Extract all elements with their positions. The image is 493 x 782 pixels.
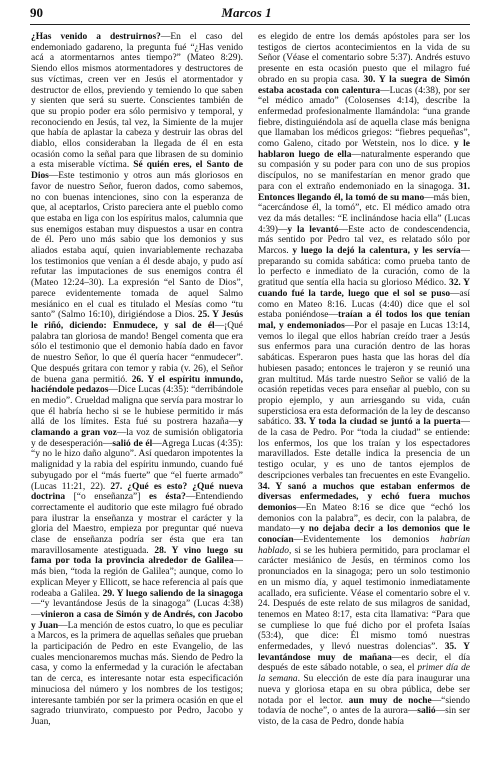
bold-lemma: y luego la dejó la calentura, y les servía: [292, 246, 461, 257]
column-right-paragraph: [258, 32, 470, 728]
bold-lemma: aun muy de noche: [348, 695, 432, 706]
body-text: —Dice Lucas (4:35): “derribándole en medio”. Crueldad maligna que servía para mostrar lo que él habría hecho si se le hubiese permitido ir más allá de los límites. Esta fué su postrera hazaña—: [31, 385, 243, 428]
body-text: —En el caso del endemoniado gadareno, la pregunta fué “¿Has venido acá a atormentarnos antes tiempo?” (Mateo 8:29). Siendo ellos mismos atormentadores y destructores de sus víctimas, creen ver en Jesús el atormentador y destructor de ellos, previendo y temiendo lo que saben y sienten que será su suerte. Conscientes también de que su propio poder era sólo permisivo y temporal, y reconociendo en Jesús, tal vez, la Simiente de la mujer que había de aplastar la cabeza y destruir las obras del diablo, ellos consideraban la llegada de él en esta ocasión como la señal para que librasen de su dominio a esta miserable víctima.: [31, 32, 243, 171]
bold-lemma: 25. Y Jesús le riñó, diciendo: Enmudece, y sal de él: [31, 310, 243, 331]
body-text: —Evidentemente los demonios: [293, 535, 441, 546]
bold-lemma: salió: [417, 706, 436, 717]
column-left-paragraph: [31, 32, 243, 728]
bold-lemma: 29. Y luego saliendo de la sinagoga: [102, 588, 243, 599]
bold-lemma: y clamando a gran voz: [31, 417, 243, 439]
body-text: —así como en Mateo 8:16. Lucas (4:40) dice que el sol estaba poniéndose—: [258, 288, 470, 321]
body-text: —Por el pasaje en Lucas 13:14, vemos lo ilegal que ellos habrían creído traer a Jesús sus enfermos para una curación dentro de las horas sabáticas. Esperaron pues hasta que las horas del día hubiesen pasado; entonces le trajeron y se reunió una gran multitud. Más tarde nuestro Señor se valió de la ocasión repetidas veces para enseñar al pueblo, con su propio ejemplo, y aun arriesgando su vida, cuán supersticiosa era esta deformación de la ley de descanso sabático.: [258, 320, 470, 428]
bold-lemma: Sé quién eres, el Santo de Dios: [31, 160, 243, 182]
body-text: —Este acto de condescendencia, más sentido por Pedro tal vez, es relatado sólo por Marcos.: [258, 224, 470, 257]
bold-lemma: 33. Y toda la ciudad se juntó a la puerta: [294, 417, 461, 428]
page-number: 90: [30, 5, 43, 20]
body-text: —naturalmente esperando que su compasión y su poder para con uno de sus propios discípulos, no se manifestarían en menor grado que para con el extraño endemoniado en la sinagoga.: [258, 149, 470, 192]
bold-lemma: 31. Entonces llegando él, la tomó de su mano: [258, 181, 470, 203]
body-text: —es decir, el día después de este sábado notable, o sea, el: [258, 652, 470, 674]
italic-text: habrían hablado: [258, 535, 470, 556]
bold-lemma: 26. Y el espíritu inmundo, haciéndole pedazos: [31, 374, 243, 396]
header-rule: [30, 24, 470, 25]
body-text: —de la casa de Pedro. Por “toda la ciudad” se entiende: los enfermos, los que los traían y los espectadores maravillados. Este detalle indica la presencia de un testigo ocular, y es uno de tantos ejemplos de descripciones verbales tan frecuentes en este Evangelio.: [258, 417, 470, 481]
body-text: —la voz de sumisión obligatoria y de desesperación—: [31, 428, 243, 449]
body-text: —La mención de estos cuatro, lo que es peculiar a Marcos, es la primera de aquellas señales que prueban la participación de Pedro en este Evangelio, de las cuales mencionaremos muchas más. Siendo de Pedro la casa, y como la enfermedad y la curación le afectaban tan de cerca, es interesante notar esta especificación minuciosa del número y los nombres de los testigos; interesante también por ser la primera ocasión en que el sagrado triunvirato, compuesto por Pedro, Jacobo y Juan,: [31, 620, 243, 727]
italic-text: primer día de la semana: [258, 663, 470, 685]
body-text: —Entendiendo correctamente el auditorio que este milagro fué obrado para ilustrar la enseñanza y mostrar el carácter y la gloria del Maestro, empieza por preguntar qué nueva clase de enseñanza podría ser ésta que era tan maravillosamente atestiguada.: [31, 492, 243, 556]
bold-lemma: vinieron a casa de Simón y de Andrés, con Jacobo y Juan: [31, 609, 243, 631]
bold-lemma: 35. Y levantándose muy de mañana: [258, 642, 470, 663]
bold-lemma: 27. ¿Qué es esto? ¿Qué nueva doctrina: [31, 481, 243, 503]
text-column-left: [31, 32, 243, 774]
body-text: . Su elección de este día para inaugurar una nueva y gloriosa etapa en su obra pública, debe ser notada por el lector.: [258, 674, 470, 706]
body-text: [“o enseñanza”]: [65, 492, 149, 503]
bold-lemma: salió de él: [112, 438, 153, 449]
bold-lemma: 28. Y vino luego su fama por toda la provincia alrededor de Galilea: [31, 545, 243, 567]
bold-lemma: y la levantó: [287, 224, 339, 235]
body-text: —“siendo todavía de noche”, o antes de la aurora—: [258, 695, 470, 717]
bold-lemma: ¿Has venido a destruirnos?: [31, 32, 161, 42]
body-text: —En Mateo 8:16 se dice que “echó los demonios con la palabra”, es decir, con la palabra, de mandato—: [258, 502, 470, 535]
body-text: —más bien, “toda la región de Galilea”; aunque, como lo explican Meyer y Ellicott, se hace referencia al país que rodeaba a Galilea.: [31, 556, 243, 599]
body-text: —Lucas (4:38), por ser “el médico amado” (Colosenses 4:14), describe la enfermedad profesionalmente llamándola: “una grande fiebre, distinguiéndola así de aquella clase más benigna que llamaban los médicos griegos: “fiebres pequeñas”, como Galeno, citado por Wetstein, nos lo dice.: [258, 85, 470, 150]
bold-lemma: y le hablaron luego de ella: [258, 139, 470, 160]
bold-lemma: 30. Y la suegra de Simón estaba acostada con calentura: [258, 74, 470, 96]
body-text: —sin ser visto, de la casa de Pedro, donde había: [258, 706, 470, 727]
body-text: es elegido de entre los demás apóstoles para ser los testigos de ciertos acontecimientos en la vida de su Señor (Véase el comentario sobre 5:37). Andrés estuvo presente en esta ocasión puesto que el milagro fué obrado en su propia casa.: [258, 32, 470, 85]
body-text: —Agrega Lucas (4:35): “y no le hizo daño alguno”. Así quedaron impotentes la malignidad y la rabia del espíritu inmundo, cuando fué subyugado por el “más fuerte” que “el fuerte armado” (Lucas 11:21, 22).: [31, 438, 243, 492]
body-text: —“y levantándose Jesús de la sinagoga” (Lucas 4:38)—: [31, 599, 243, 620]
body-text: , si se les hubiera permitido, para proclamar el carácter mesiánico de Jesús, en términos como los pronunciados en la sinagoga; pero un solo testimonio en un mismo día, y aquel testimonio inmediatamente acallado, era suficiente. Véase el comentario sobre el v. 24. Después de este relato de sus milagros de sanidad, tenemos en Mateo 8:17, esta cita llamativa: “Para que se cumpliese lo que fué dicho por el profeta Isaías (53:4), que dice: Él mismo tomó nuestras enfermedades, y llevó nuestras dolencias”.: [258, 545, 470, 653]
body-text: —más bien, “acercándose él, la tomó”, etc. El médico amado otra vez da más detalles: “E inclinándose hacia ella” (Lucas 4:39)—: [258, 192, 470, 235]
text-column-right: [258, 32, 470, 774]
bold-lemma: es ésta?: [148, 492, 186, 503]
body-text: —preparando su comida sabática: como prueba tanto de lo perfecto e inmediato de la curación, como de la gratitud que sentía ella hacia su glorioso Médico.: [258, 246, 470, 289]
body-text: —¡Qué palabra tan gloriosa de mando! Bengel comenta que era sólo el testimonio que el demonio había dado en favor de nuestro Señor, lo que él quería hacer “enmudecer”. Que después gritara con temor y rabia (v. 26), el Señor de buena gana permitió.: [31, 320, 243, 385]
bold-lemma: 34. Y sanó a muchos que estaban enfermos de diversas enfermedades, y echó fuera muchos demonios: [258, 481, 470, 513]
running-title: Marcos 1: [221, 5, 272, 20]
bold-lemma: 32. Y cuando fué la tarde, luego que el sol se puso: [258, 278, 470, 299]
bold-lemma: traían a él todos los que tenían mal, y endemoniados: [258, 310, 470, 331]
page-header: [0, 0, 493, 30]
body-text: —Este testimonio y otros aun más gloriosos en favor de nuestro Señor, fueron dados, como sabemos, no con buenas intenciones, sino con la esperanza de que, al aceptarlos, Cristo pareciera ante el pueblo como que estaba en liga con los espíritus malos, calumnia que sus enemigos estaban muy dispuestos a usar en contra de él. Pero uno más sabio que los demonios y sus aliados estaba aquí, quien invariablemente rechazaba los testimonios que venían a él desde abajo, y pudo así refutar las imputaciones de sus enemigos contra él (Mateo 12:24–30). La expresión “el Santo de Dios”, parece evidentemente tomada de aquel Salmo mesiánico en el cual es titulado el Mesías como “tu santo” (Salmo 16:10), dirigiéndose a Dios.: [31, 171, 243, 321]
bold-lemma: y no dejaba decir a los demonios que le conocían: [258, 524, 470, 546]
